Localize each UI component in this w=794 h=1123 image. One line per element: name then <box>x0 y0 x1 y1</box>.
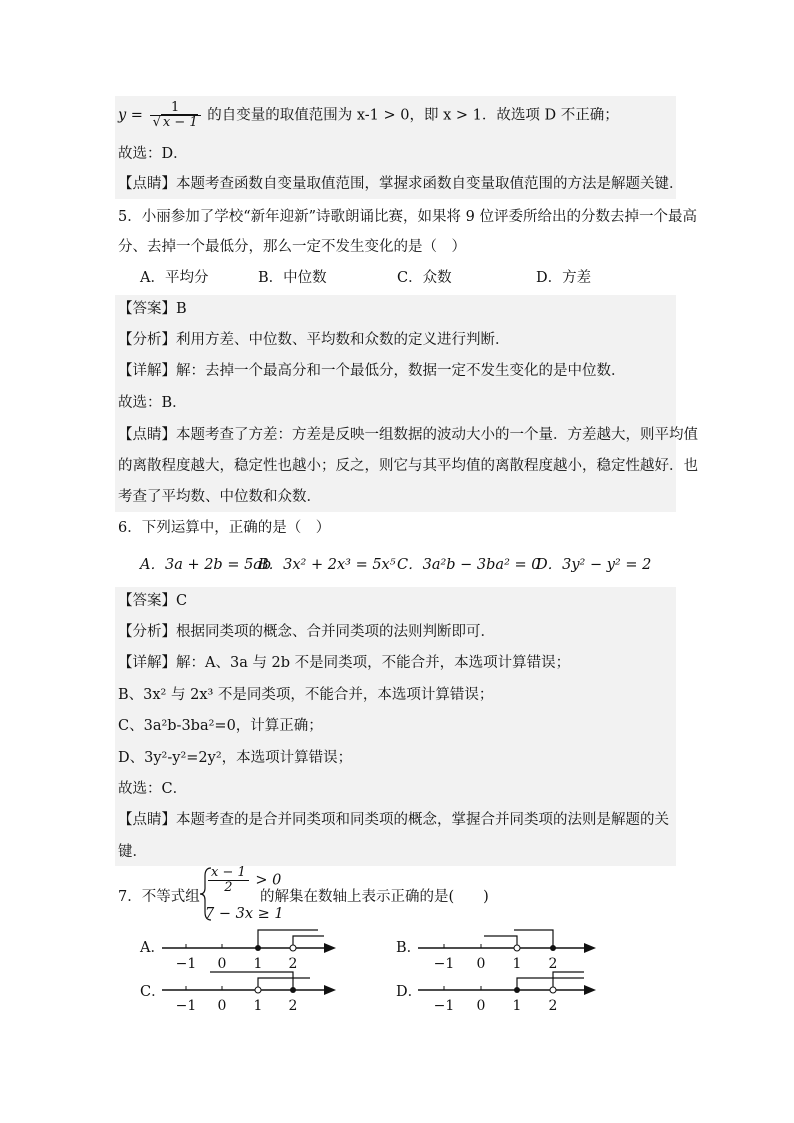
svg-text:2: 2 <box>288 956 298 972</box>
svg-text:−1: −1 <box>433 998 455 1014</box>
ineq1-denominator: 2 <box>224 880 233 895</box>
q7-stem-prefix: 7．不等式组 <box>118 889 200 905</box>
inequality-2: 7 − 3x ≥ 1 <box>205 906 284 922</box>
svg-text:1: 1 <box>253 998 263 1014</box>
q6-option-a: A．3a + 2b = 5ab <box>140 557 272 573</box>
q5-answer-shade <box>115 295 676 512</box>
q5-option-d: D．方差 <box>536 270 592 286</box>
q6-option-c: C．3a²b − 3ba² = 0 <box>397 557 541 573</box>
q6-detail-3: C、3a²b-3ba²=0，计算正确； <box>118 718 323 734</box>
q6-choose: 故选：C． <box>118 781 188 797</box>
q5-option-a: A．平均分 <box>140 270 209 286</box>
q5-stem-1: 5．小丽参加了学校“新年迎新”诗歌朗诵比赛，如果将 9 位评委所给出的分数去掉一个最高 <box>118 209 697 225</box>
q6-answer: 【答案】C <box>118 593 188 609</box>
number-line-a <box>158 924 348 972</box>
q5-answer: 【答案】B <box>118 301 187 317</box>
q5-detail: 【详解】解：去掉一个最高分和一个最低分，数据一定不发生变化的是中位数． <box>118 363 626 379</box>
svg-text:0: 0 <box>217 998 227 1014</box>
q7-option-a-label: A． <box>140 940 165 956</box>
q6-option-b: B．3x² + 2x³ = 5x⁵ <box>258 557 396 573</box>
q6-point-1: 【点睛】本题考查的是合并同类项和同类项的概念，掌握合并同类项的法则是解题的关 <box>118 812 669 828</box>
q4-formula-line <box>118 101 619 130</box>
q6-detail-4: D、3y²-y²=2y²，本选项计算错误； <box>118 750 353 766</box>
q4-range-text: 的自变量的取值范围为 x-1 > 0，即 x > 1．故选项 D 不正确； <box>207 107 619 124</box>
svg-text:1: 1 <box>512 956 522 972</box>
number-line-c <box>158 966 348 1014</box>
ineq1-relation: > 0 <box>255 872 282 889</box>
q5-point-3: 考查了平均数、中位数和众数． <box>118 489 321 505</box>
q6-analysis: 【分析】根据同类项的概念、合并同类项的法则判断即可． <box>118 624 495 640</box>
svg-text:0: 0 <box>476 956 486 972</box>
q4-point: 【点睛】本题考查函数自变量取值范围，掌握求函数自变量取值范围的方法是解题关键． <box>118 176 684 192</box>
svg-text:2: 2 <box>288 998 298 1014</box>
q4-answer: 故选：D． <box>118 146 188 162</box>
svg-text:−1: −1 <box>175 956 197 972</box>
q5-analysis: 【分析】利用方差、中位数、平均数和众数的定义进行判断． <box>118 332 510 348</box>
q6-stem: 6．下列运算中，正确的是（ ） <box>118 520 331 536</box>
svg-text:2: 2 <box>548 998 558 1014</box>
svg-text:−1: −1 <box>433 956 455 972</box>
q7-option-d-label: D． <box>396 984 423 1000</box>
q5-choose: 故选：B． <box>118 395 187 411</box>
q5-stem-2: 分、去掉一个最低分，那么一定不发生变化的是（ ） <box>118 239 466 255</box>
svg-text:−1: −1 <box>175 998 197 1014</box>
q6-option-d: D．3y² − y² = 2 <box>536 557 652 573</box>
q5-point-1: 【点睛】本题考查了方差：方差是反映一组数据的波动大小的一个量．方差越大，则平均值 <box>118 427 698 443</box>
q7-stem <box>118 887 200 907</box>
q7-option-b-label: B． <box>396 940 422 956</box>
q5-option-c: C．众数 <box>397 270 452 286</box>
svg-text:0: 0 <box>476 998 486 1014</box>
svg-text:1: 1 <box>512 998 522 1014</box>
q6-point-2: 键． <box>118 844 147 860</box>
svg-text:2: 2 <box>548 956 558 972</box>
svg-text:0: 0 <box>217 956 227 972</box>
number-line-d <box>414 966 614 1014</box>
q7-option-c-label: C． <box>140 984 166 1000</box>
q6-detail-1: 【详解】解：A、3a 与 2b 不是同类项，不能合并，本选项计算错误； <box>118 655 571 671</box>
q6-detail-2: B、3x² 与 2x³ 不是同类项，不能合并，本选项计算错误； <box>118 687 494 703</box>
q5-point-2: 的离散程度越大，稳定性也越小；反之，则它与其平均值的离散程度越小，稳定性越好．也 <box>118 458 698 474</box>
ineq1-numerator: x − 1 <box>208 866 249 881</box>
formula-y: y = <box>118 107 143 124</box>
svg-text:1: 1 <box>253 956 263 972</box>
q5-option-b: B．中位数 <box>258 270 327 286</box>
number-line-b <box>414 924 614 972</box>
q7-stem-suffix: 的解集在数轴上表示正确的是( ) <box>260 889 489 905</box>
formula-fraction: $\frac{1}{√ x - 1}$ <box>150 101 201 130</box>
